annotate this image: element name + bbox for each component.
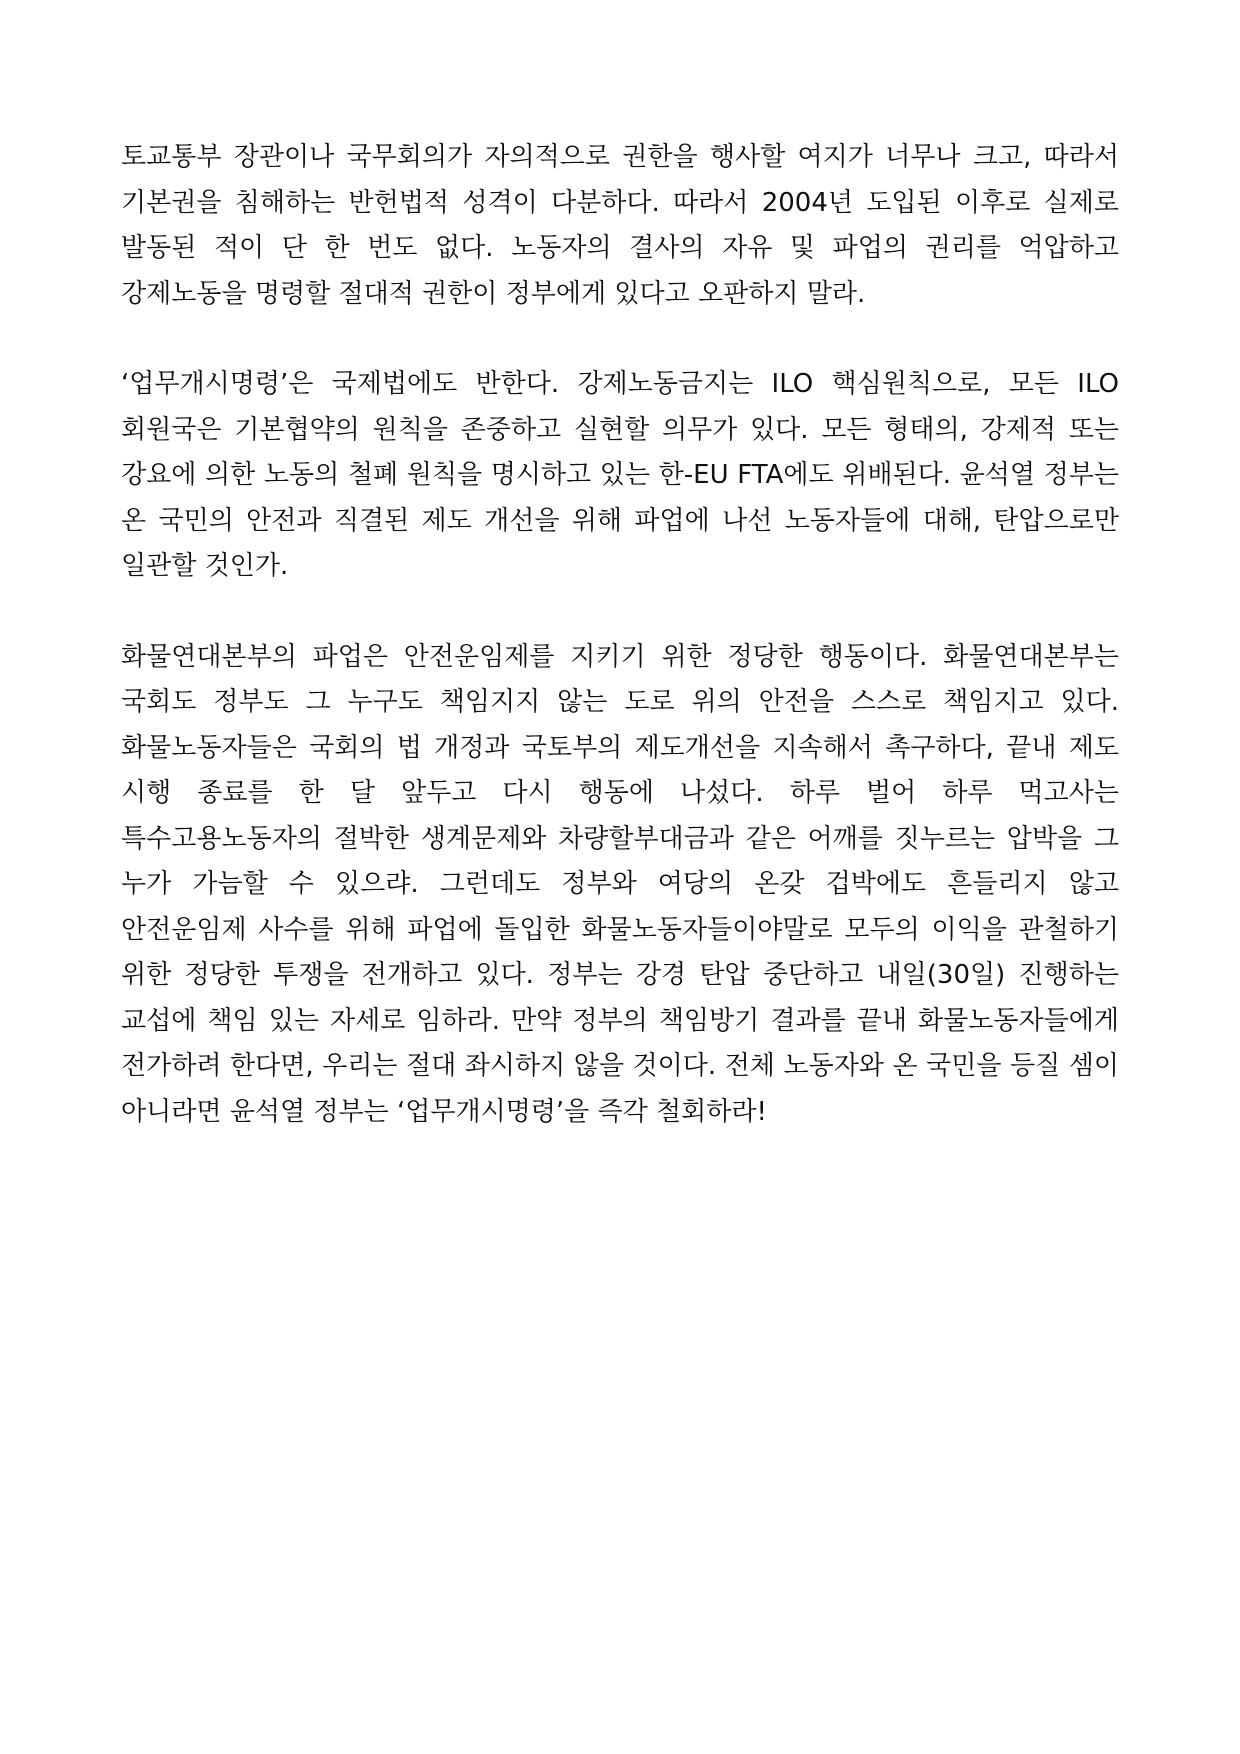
paragraph-1: 토교통부 장관이나 국무회의가 자의적으로 권한을 행사할 여지가 너무나 크고, 따라서 기본권을 침해하는 반헌법적 성격이 다분하다. 따라서 2004년 도입된 이후로 실제로 발동된 적이 단 한 번도 없다. 노동자의 결사의 자유 및 파업의 권리를 억압하고 강제노동을 명령할 절대적 권한이 정부에게 있다고 오판하지 말라. — [121, 142, 1119, 309]
paragraph-3: 화물연대본부의 파업은 안전운임제를 지키기 위한 정당한 행동이다. 화물연대본부는 국회도 정부도 그 누구도 책임지지 않는 도로 위의 안전을 스스로 책임지고 있다. 화물노동자들은 국회의 법 개정과 국토부의 제도개선을 지속해서 촉구하다, 끝내 제도 시행 종료를 한 달 앞두고 다시 행동에 나섰다. 하루 벌어 하루 먹고사는 특수고용노동자의 절박한 생계문제와 차량할부대금과 같은 어깨를 짓누르는 압박을 그 누가 가늠할 수 있으랴. 그런데도 정부와 여당의 온갖 겁박에도 흔들리지 않고 안전운임제 사수를 위해 파업에 돌입한 화물노동자들이야말로 모두의 이익을 관철하기 위한 정당한 투쟁을 전개하고 있다. 정부는 강경 탄압 중단하고 내일(30일) 진행하는 교섭에 책임 있는 자세로 임하라. 만약 정부의 책임방기 결과를 끝내 화물노동자들에게 전가하려 한다면, 우리는 절대 좌시하지 않을 것이다. 전체 노동자와 온 국민을 등질 셈이 아니라면 윤석열 정부는 ‘업무개시명령’을 즉각 철회하라! — [121, 641, 1119, 1127]
paragraph-2: ‘업무개시명령’은 국제법에도 반한다. 강제노동금지는 ILO 핵심원칙으로, 모든 ILO 회원국은 기본협약의 원칙을 존중하고 실현할 의무가 있다. 모든 형태의, 강제적 또는 강요에 의한 노동의 철폐 원칙을 명시하고 있는 한-EU FTA에도 위배된다. 윤석열 정부는 온 국민의 안전과 직결된 제도 개선을 위해 파업에 나선 노동자들에 대해, 탄압으로만 일관할 것인가. — [121, 369, 1119, 581]
document-body — [121, 135, 1119, 1135]
